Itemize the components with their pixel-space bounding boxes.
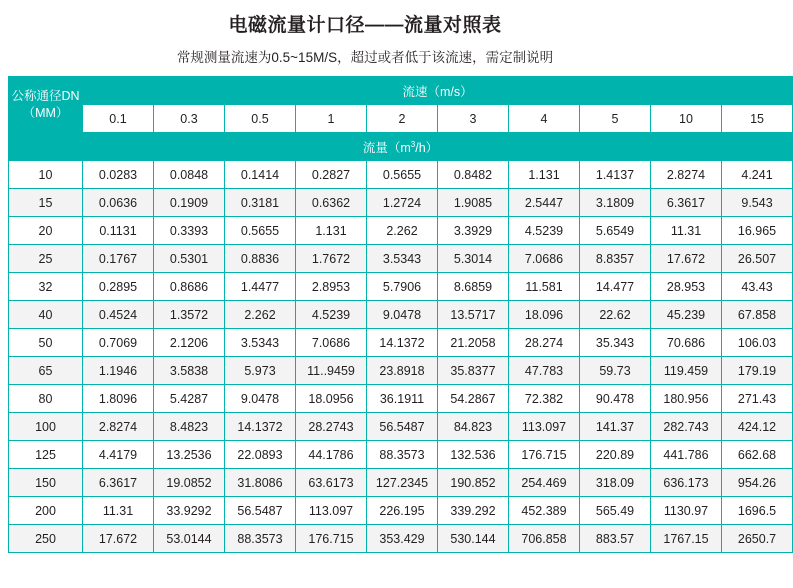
cell-flow: 176.715 bbox=[509, 441, 580, 469]
cell-flow: 113.097 bbox=[509, 413, 580, 441]
header-cell-velocity-0: 0.1 bbox=[83, 105, 154, 133]
cell-flow: 0.0636 bbox=[83, 189, 154, 217]
page-title: 电磁流量计口径——流量对照表 bbox=[228, 15, 502, 36]
cell-flow: 3.5838 bbox=[154, 357, 225, 385]
cell-flow: 2650.7 bbox=[722, 525, 793, 553]
cell-flow: 45.239 bbox=[651, 301, 722, 329]
cell-dn: 25 bbox=[9, 245, 83, 273]
cell-flow: 6.3617 bbox=[83, 469, 154, 497]
cell-flow: 14.477 bbox=[580, 273, 651, 301]
cell-flow: 9.543 bbox=[722, 189, 793, 217]
table-row bbox=[9, 189, 793, 217]
cell-flow: 0.1131 bbox=[83, 217, 154, 245]
cell-flow: 0.1414 bbox=[225, 161, 296, 189]
cell-flow: 141.37 bbox=[580, 413, 651, 441]
cell-flow: 2.8953 bbox=[296, 273, 367, 301]
cell-flow: 35.8377 bbox=[438, 357, 509, 385]
cell-flow: 282.743 bbox=[651, 413, 722, 441]
cell-flow: 5.4287 bbox=[154, 385, 225, 413]
header-cell-velocity-6: 4 bbox=[509, 105, 580, 133]
cell-flow: 1.4137 bbox=[580, 161, 651, 189]
page-subtitle: 常规测量流速为0.5~15M/S，超过或者低于该流速，需定制说明 bbox=[176, 50, 554, 65]
table-header-row-2 bbox=[9, 105, 793, 133]
cell-flow: 18.0956 bbox=[296, 385, 367, 413]
cell-dn: 40 bbox=[9, 301, 83, 329]
cell-flow: 636.173 bbox=[651, 469, 722, 497]
cell-flow: 254.469 bbox=[509, 469, 580, 497]
cell-flow: 0.2895 bbox=[83, 273, 154, 301]
cell-flow: 1.7672 bbox=[296, 245, 367, 273]
cell-flow: 21.2058 bbox=[438, 329, 509, 357]
cell-flow: 1.8096 bbox=[83, 385, 154, 413]
cell-flow: 1.1946 bbox=[83, 357, 154, 385]
cell-flow: 226.195 bbox=[367, 497, 438, 525]
cell-flow: 17.672 bbox=[83, 525, 154, 553]
table-row bbox=[9, 441, 793, 469]
cell-flow: 353.429 bbox=[367, 525, 438, 553]
cell-flow: 179.19 bbox=[722, 357, 793, 385]
cell-dn: 100 bbox=[9, 413, 83, 441]
cell-flow: 22.0893 bbox=[225, 441, 296, 469]
cell-flow: 452.389 bbox=[509, 497, 580, 525]
cell-flow: 23.8918 bbox=[367, 357, 438, 385]
cell-flow: 8.4823 bbox=[154, 413, 225, 441]
cell-flow: 59.73 bbox=[580, 357, 651, 385]
cell-flow: 176.715 bbox=[296, 525, 367, 553]
cell-flow: 190.852 bbox=[438, 469, 509, 497]
cell-flow: 2.5447 bbox=[509, 189, 580, 217]
cell-flow: 14.1372 bbox=[367, 329, 438, 357]
cell-flow: 8.6859 bbox=[438, 273, 509, 301]
table-row bbox=[9, 161, 793, 189]
cell-flow: 72.382 bbox=[509, 385, 580, 413]
cell-flow: 88.3573 bbox=[225, 525, 296, 553]
cell-flow: 954.26 bbox=[722, 469, 793, 497]
cell-flow: 2.8274 bbox=[83, 413, 154, 441]
cell-flow: 26.507 bbox=[722, 245, 793, 273]
cell-dn: 250 bbox=[9, 525, 83, 553]
header-cell-velocity-4: 2 bbox=[367, 105, 438, 133]
header-cell-velocity-2: 0.5 bbox=[225, 105, 296, 133]
cell-dn: 200 bbox=[9, 497, 83, 525]
cell-flow: 1.131 bbox=[296, 217, 367, 245]
cell-flow: 565.49 bbox=[580, 497, 651, 525]
table-row bbox=[9, 245, 793, 273]
cell-flow: 70.686 bbox=[651, 329, 722, 357]
cell-flow: 28.953 bbox=[651, 273, 722, 301]
cell-flow: 271.43 bbox=[722, 385, 793, 413]
cell-flow: 0.3181 bbox=[225, 189, 296, 217]
table-row bbox=[9, 217, 793, 245]
cell-flow: 44.1786 bbox=[296, 441, 367, 469]
cell-flow: 18.096 bbox=[509, 301, 580, 329]
flow-rate-table bbox=[8, 76, 793, 553]
cell-flow: 318.09 bbox=[580, 469, 651, 497]
cell-flow: 56.5487 bbox=[225, 497, 296, 525]
header-dn-line2: （MM） bbox=[22, 105, 69, 120]
cell-flow: 0.2827 bbox=[296, 161, 367, 189]
cell-flow: 5.7906 bbox=[367, 273, 438, 301]
table-row bbox=[9, 497, 793, 525]
cell-flow: 119.459 bbox=[651, 357, 722, 385]
cell-flow: 1.2724 bbox=[367, 189, 438, 217]
cell-flow: 1.9085 bbox=[438, 189, 509, 217]
header-cell-velocity-group: 流速（m/s） bbox=[83, 77, 793, 105]
cell-flow: 16.965 bbox=[722, 217, 793, 245]
cell-flow: 1130.97 bbox=[651, 497, 722, 525]
cell-flow: 5.3014 bbox=[438, 245, 509, 273]
cell-dn: 15 bbox=[9, 189, 83, 217]
cell-flow: 0.8836 bbox=[225, 245, 296, 273]
cell-flow: 0.4524 bbox=[83, 301, 154, 329]
header-cell-velocity-1: 0.3 bbox=[154, 105, 225, 133]
cell-flow: 47.783 bbox=[509, 357, 580, 385]
cell-flow: 1.4477 bbox=[225, 273, 296, 301]
cell-flow: 28.274 bbox=[509, 329, 580, 357]
cell-flow: 9.0478 bbox=[225, 385, 296, 413]
cell-flow: 31.8086 bbox=[225, 469, 296, 497]
cell-flow: 1.3572 bbox=[154, 301, 225, 329]
header-cell-velocity-7: 5 bbox=[580, 105, 651, 133]
cell-flow: 883.57 bbox=[580, 525, 651, 553]
cell-flow: 0.0848 bbox=[154, 161, 225, 189]
table-header-row-1 bbox=[9, 77, 793, 105]
header-cell-velocity-9: 15 bbox=[722, 105, 793, 133]
cell-flow: 0.5655 bbox=[225, 217, 296, 245]
cell-flow: 441.786 bbox=[651, 441, 722, 469]
cell-flow: 180.956 bbox=[651, 385, 722, 413]
cell-flow: 1767.15 bbox=[651, 525, 722, 553]
cell-flow: 5.6549 bbox=[580, 217, 651, 245]
cell-dn: 32 bbox=[9, 273, 83, 301]
cell-flow: 132.536 bbox=[438, 441, 509, 469]
table-row bbox=[9, 385, 793, 413]
table-row bbox=[9, 273, 793, 301]
table-row bbox=[9, 413, 793, 441]
cell-dn: 20 bbox=[9, 217, 83, 245]
cell-flow: 4.241 bbox=[722, 161, 793, 189]
cell-flow: 530.144 bbox=[438, 525, 509, 553]
cell-dn: 150 bbox=[9, 469, 83, 497]
header-cell-velocity-8: 10 bbox=[651, 105, 722, 133]
cell-flow: 3.1809 bbox=[580, 189, 651, 217]
cell-flow: 3.5343 bbox=[225, 329, 296, 357]
cell-flow: 106.03 bbox=[722, 329, 793, 357]
cell-flow: 1696.5 bbox=[722, 497, 793, 525]
cell-flow: 84.823 bbox=[438, 413, 509, 441]
cell-flow: 1.131 bbox=[509, 161, 580, 189]
cell-flow: 0.5301 bbox=[154, 245, 225, 273]
cell-flow: 11.581 bbox=[509, 273, 580, 301]
cell-flow: 33.9292 bbox=[154, 497, 225, 525]
cell-flow: 7.0686 bbox=[296, 329, 367, 357]
header-cell-velocity-3: 1 bbox=[296, 105, 367, 133]
cell-flow: 0.1909 bbox=[154, 189, 225, 217]
table-row bbox=[9, 329, 793, 357]
cell-flow: 19.0852 bbox=[154, 469, 225, 497]
cell-flow: 36.1911 bbox=[367, 385, 438, 413]
cell-flow: 4.5239 bbox=[296, 301, 367, 329]
table-head bbox=[9, 77, 793, 161]
cell-flow: 220.89 bbox=[580, 441, 651, 469]
cell-flow: 22.62 bbox=[580, 301, 651, 329]
cell-flow: 3.3929 bbox=[438, 217, 509, 245]
cell-flow: 113.097 bbox=[296, 497, 367, 525]
cell-flow: 4.5239 bbox=[509, 217, 580, 245]
cell-dn: 65 bbox=[9, 357, 83, 385]
cell-flow: 0.3393 bbox=[154, 217, 225, 245]
cell-flow: 662.68 bbox=[722, 441, 793, 469]
header-dn-line1: 公称通径DN bbox=[11, 89, 80, 104]
cell-flow: 88.3573 bbox=[367, 441, 438, 469]
cell-flow: 2.8274 bbox=[651, 161, 722, 189]
cell-flow: 13.2536 bbox=[154, 441, 225, 469]
cell-flow: 63.6173 bbox=[296, 469, 367, 497]
cell-flow: 11.31 bbox=[83, 497, 154, 525]
cell-flow: 424.12 bbox=[722, 413, 793, 441]
cell-flow: 53.0144 bbox=[154, 525, 225, 553]
cell-flow: 54.2867 bbox=[438, 385, 509, 413]
table-row bbox=[9, 469, 793, 497]
header-cell-velocity-5: 3 bbox=[438, 105, 509, 133]
cell-flow: 3.5343 bbox=[367, 245, 438, 273]
cell-flow: 0.8686 bbox=[154, 273, 225, 301]
cell-flow: 0.8482 bbox=[438, 161, 509, 189]
cell-dn: 80 bbox=[9, 385, 83, 413]
header-cell-flow-band bbox=[9, 133, 793, 161]
cell-flow: 2.1206 bbox=[154, 329, 225, 357]
cell-flow: 56.5487 bbox=[367, 413, 438, 441]
cell-flow: 339.292 bbox=[438, 497, 509, 525]
cell-flow: 9.0478 bbox=[367, 301, 438, 329]
cell-flow: 2.262 bbox=[367, 217, 438, 245]
table-body bbox=[9, 161, 793, 553]
cell-flow: 0.5655 bbox=[367, 161, 438, 189]
cell-flow: 28.2743 bbox=[296, 413, 367, 441]
cell-dn: 50 bbox=[9, 329, 83, 357]
cell-flow: 90.478 bbox=[580, 385, 651, 413]
table-row bbox=[9, 301, 793, 329]
cell-flow: 17.672 bbox=[651, 245, 722, 273]
cell-flow: 43.43 bbox=[722, 273, 793, 301]
table-row bbox=[9, 357, 793, 385]
cell-flow: 11..9459 bbox=[296, 357, 367, 385]
cell-flow: 0.7069 bbox=[83, 329, 154, 357]
header-cell-dn bbox=[9, 77, 83, 133]
cell-flow: 13.5717 bbox=[438, 301, 509, 329]
cell-flow: 14.1372 bbox=[225, 413, 296, 441]
cell-flow: 8.8357 bbox=[580, 245, 651, 273]
cell-flow: 0.6362 bbox=[296, 189, 367, 217]
cell-flow: 67.858 bbox=[722, 301, 793, 329]
cell-flow: 5.973 bbox=[225, 357, 296, 385]
cell-dn: 10 bbox=[9, 161, 83, 189]
cell-flow: 6.3617 bbox=[651, 189, 722, 217]
cell-flow: 7.0686 bbox=[509, 245, 580, 273]
flow-band-label: 流量$(m^3/h)$ bbox=[362, 139, 439, 155]
cell-dn: 125 bbox=[9, 441, 83, 469]
cell-flow: 2.262 bbox=[225, 301, 296, 329]
cell-flow: 127.2345 bbox=[367, 469, 438, 497]
cell-flow: 0.1767 bbox=[83, 245, 154, 273]
cell-flow: 706.858 bbox=[509, 525, 580, 553]
cell-flow: 0.0283 bbox=[83, 161, 154, 189]
table-row bbox=[9, 525, 793, 553]
cell-flow: 11.31 bbox=[651, 217, 722, 245]
cell-flow: 35.343 bbox=[580, 329, 651, 357]
cell-flow: 4.4179 bbox=[83, 441, 154, 469]
table-band-row bbox=[9, 133, 793, 161]
